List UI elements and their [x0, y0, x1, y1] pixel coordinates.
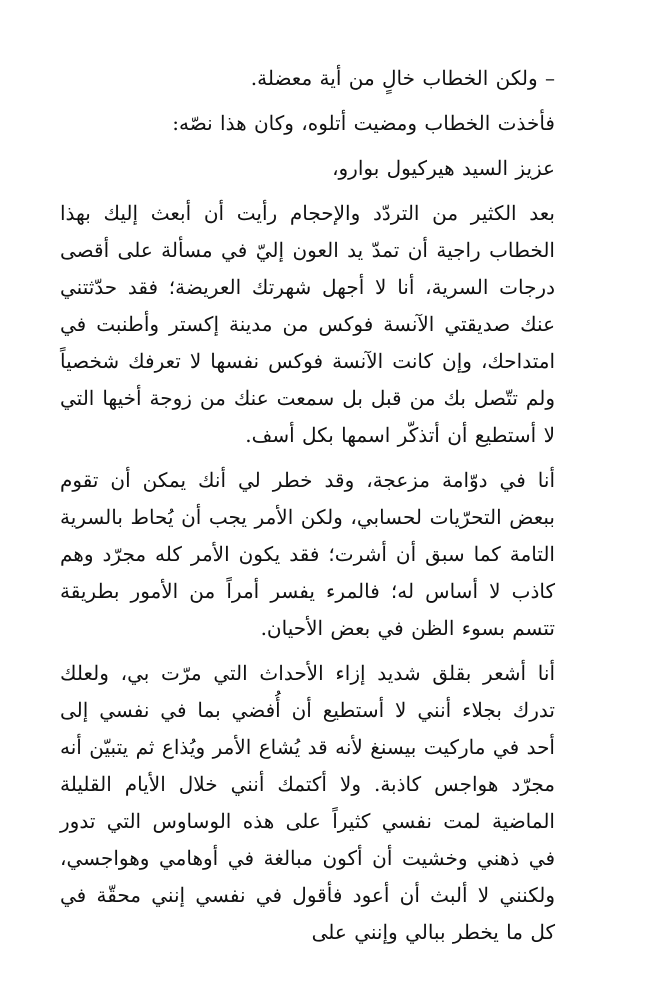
letter-paragraph-3: أنا أشعر بقلق شديد إزاء الأحداث التي مرّت بي، ولعلك تدرك بجلاء أنني لا أستطيع أن أُفضي بما في نفسي إلى أحد في ماركيت بيسنغ لأنه قد يُشاع الأمر ويُذاع ثم يتبيّن أنه مجرّد هواجس كاذبة. ولا أكتمك أنني خلال الأيام القليلة الماضية لمت نفسي كثيراً على هذه الوساوس التي تدور في ذهني وخشيت أن أكون مبالغة في أوهامي وهواجسي، ولكنني لا ألبث أن أعود فأقول في نفسي إنني محقّة في كل ما يخطر ببالي وإنني على: [60, 661, 555, 944]
letter-paragraph-2: أنا في دوّامة مزعجة، وقد خطر لي أنك يمكن أن تقوم ببعض التحرّيات لحسابي، ولكن الأمر يجب أن يُحاط بالسرية التامة كما سبق أن أشرت؛ فقد يكون الأمر كله مجرّد وهم كاذب لا أساس له؛ فالمرء يفسر أمراً من الأمور بطريقة تتسم بسوء الظن في بعض الأحيان.: [60, 468, 555, 640]
letter-paragraph-1: بعد الكثير من التردّد والإحجام رأيت أن أبعث إليك بهذا الخطاب راجية أن تمدّ يد العون إليّ في مسألة على أقصى درجات السرية، أنا لا أجهل شهرتك العريضة؛ فقد حدّثتني عنك صديقتي الآنسة فوكس من مدينة إكستر وأطنبت في امتداحك، وإن كانت الآنسة فوكس نفسها لا تعرفك شخصياً ولم تتّصل بك من قبل بل سمعت عنك من زوجة أخيها التي لا أستطيع أن أتذكّر اسمها بكل أسف.: [60, 201, 555, 447]
letter-salutation: عزيز السيد هيركيول بوارو،: [332, 156, 555, 180]
dialogue-line: – ولكن الخطاب خالٍ من أية معضلة.: [250, 66, 555, 90]
narration-paragraph: فأخذت الخطاب ومضيت أتلوه، وكان هذا نصّه:: [172, 111, 555, 135]
